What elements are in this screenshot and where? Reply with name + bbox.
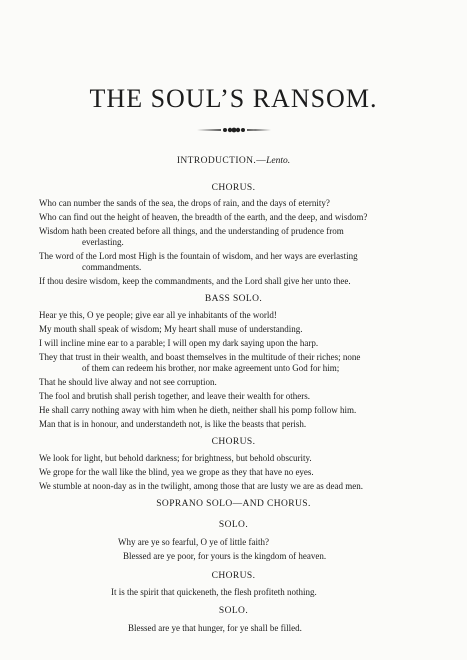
text-line: everlasting. — [82, 237, 124, 247]
text-line: of them can redeem his brother, nor make agreement unto God for him; — [82, 363, 340, 373]
text-line: My mouth shall speak of wisdom; My heart shall muse of understanding. — [39, 324, 303, 334]
section-heading-chorus: CHORUS. — [211, 571, 256, 581]
text-line: It is the spirit that quickeneth, the flesh profiteth nothing. — [111, 587, 317, 597]
text-line: The word of the Lord most High is the fountain of wisdom, and her ways are everlasting — [39, 251, 358, 261]
text-line: They that trust in their wealth, and boast themselves in the multitude of their riches; none — [39, 352, 361, 362]
text-line: Blessed are ye poor, for yours is the kingdom of heaven. — [123, 551, 327, 561]
section-heading-soprano-solo: SOPRANO SOLO—AND CHORUS. — [156, 499, 311, 509]
text-line: Wisdom hath been created before all things, and the understanding of prudence from — [39, 226, 344, 236]
text-line: Why are ye so fearful, O ye of little faith? — [118, 537, 269, 547]
text-line: That he should live alway and not see corruption. — [39, 377, 217, 387]
text-line: He shall carry nothing away with him when he dieth, neither shall his pomp follow him. — [39, 405, 357, 415]
introduction-label: INTRODUCTION.— — [176, 156, 267, 166]
text-line: I will incline mine ear to a parable; I will open my dark saying upon the harp. — [39, 338, 319, 348]
section-heading-bass-solo: BASS SOLO. — [204, 294, 263, 304]
introduction-heading — [0, 156, 467, 166]
section-heading-solo: SOLO. — [218, 520, 249, 530]
text-line: Blessed are ye that hunger, for ye shall be filled. — [128, 623, 302, 633]
text-line: Man that is in honour, and understandeth not, is like the beasts that perish. — [39, 419, 307, 429]
text-line: We look for light, but behold darkness; for brightness, but behold obscurity. — [39, 453, 312, 463]
text-line: We stumble at noon-day as in the twilight, among those that are lusty we are as dead men. — [39, 481, 363, 491]
text-line: Hear ye this, O ye people; give ear all ye inhabitants of the world! — [39, 310, 277, 320]
text-line: commandments. — [82, 262, 142, 272]
page-title: THE SOUL’S RANSOM. — [89, 84, 378, 113]
section-heading-chorus: CHORUS. — [211, 183, 256, 193]
text-line: Who can find out the height of heaven, the breadth of the earth, and the deep, and wisdom? — [39, 212, 368, 222]
section-heading-solo: SOLO. — [218, 606, 249, 616]
text-line: Who can number the sands of the sea, the drops of rain, and the days of eternity? — [39, 198, 330, 208]
text-line: If thou desire wisdom, keep the commandments, and the Lord shall give her unto thee. — [39, 276, 351, 286]
ornament-rule-icon — [197, 127, 271, 133]
text-line: We grope for the wall like the blind, yea we grope as they that have no eyes. — [39, 467, 314, 477]
introduction-tempo: Lento. — [266, 156, 291, 166]
section-heading-chorus: CHORUS. — [211, 437, 256, 447]
text-line: The fool and brutish shall perish together, and leave their wealth for others. — [39, 391, 311, 401]
